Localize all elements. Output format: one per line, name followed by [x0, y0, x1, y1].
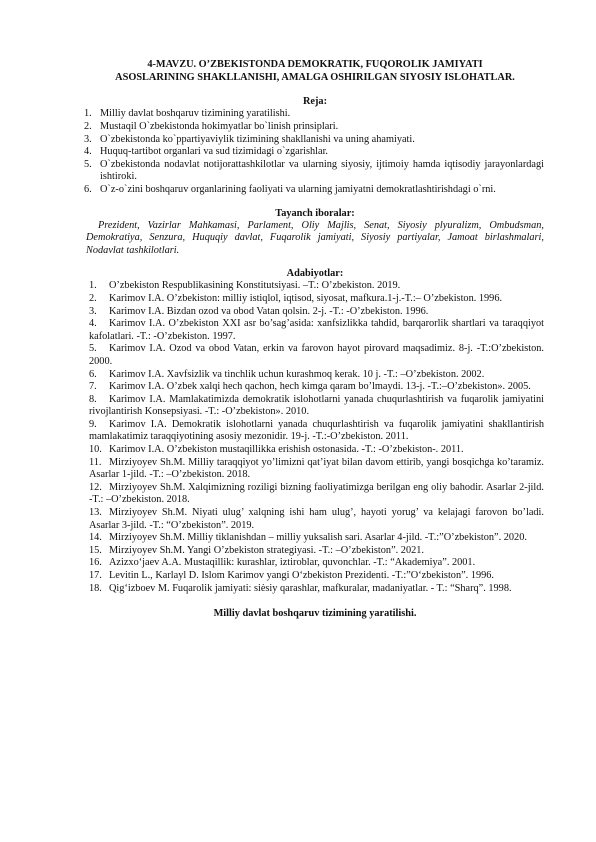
plan-item-number: 5.: [84, 158, 92, 170]
plan-list: [86, 108, 544, 196]
reference-item-number: 5.: [89, 343, 97, 355]
reference-item-text: Karimov I.A. Demokratik islohotlarni yanada chuqurlashtirish va fuqarolik jamiyatini shakllantirish mamlakatimiz taraqqiyotining asosiy mezonidir. 19-j. -T.:-O’zbekiston. 2011.: [89, 418, 544, 443]
terms-heading: Tayanch iboralar:: [275, 207, 355, 219]
reference-item-text: Karimov I.A. O’zbekiston XXI asr bo’sag’asida: xanfsizlikka tahdid, barqarorlik shartlari va taraqqiyot kafolatlari. -T.: -O’zbekiston. 1997.: [89, 318, 544, 342]
reference-item-text: Qig‘izboev M. Fuqarolik jamiyati: siėsiy qarashlar, mafkuralar, madaniyatlar. - T.: “Sharq”. 1998.: [109, 582, 512, 594]
reference-item-number: 3.: [89, 305, 97, 317]
reference-item: [86, 507, 544, 532]
reference-item-number: 8.: [89, 393, 97, 405]
plan-item-number: 3.: [84, 133, 92, 145]
title-line-1: 4-MAVZU. O’ZBEKISTONDA DEMOKRATIK, FUQOROLIK JAMIYATI: [147, 59, 483, 70]
plan-item-number: 6.: [84, 183, 92, 195]
reference-item-number: 7.: [89, 381, 97, 393]
reference-item: [86, 318, 544, 343]
document-title: [86, 58, 544, 84]
plan-item: [86, 108, 544, 121]
reference-item: [86, 306, 544, 319]
reference-item-text: Mirziyoyev Sh.M. Milliy tiklanishdan – milliy yuksalish sari. Asarlar 4-jild. -T.:”O’zbekiston”. 2020.: [109, 532, 527, 544]
reference-item-number: 6.: [89, 368, 97, 380]
reference-item-text: Karimov I.A. Xavfsizlik va tinchlik uchun kurashmoq kerak. 10 j. -T.: –O’zbekiston. 2002.: [109, 368, 485, 380]
reference-item: [86, 343, 544, 368]
reference-item-number: 12.: [89, 481, 102, 493]
reference-item: [86, 557, 544, 570]
reference-item-number: 15.: [89, 544, 102, 556]
reference-item: [86, 419, 544, 444]
reference-item-text: Karimov I.A. O’zbekiston: milliy istiqlol, iqtisod, siyosat, mafkura.1-j.-T.:– O’zbekiston. 1996.: [109, 292, 503, 304]
plan-item-text: Milliy davlat boshqaruv tizimining yaratilishi.: [100, 108, 291, 120]
reference-item: [86, 457, 544, 482]
reference-item: [86, 532, 544, 545]
reference-item: [86, 545, 544, 558]
plan-item-text: O`zbekistonda ko`ppartiyaviylik tizimining shakllanishi va uning ahamiyati.: [100, 133, 415, 145]
reference-item-text: O’zbekiston Respublikasining Konstitutsiyasi. –T.: O’zbekiston. 2019.: [109, 280, 401, 292]
reference-item-text: Karimov I.A. O’zbek xalqi hech qachon, hech kimga qaram bo’lmaydi. 13-j. -T.:–O’zbekiston». 2005.: [109, 381, 531, 393]
reference-item: [86, 280, 544, 293]
reference-item: [86, 394, 544, 419]
title-line-2: ASOSLARINING SHAKLLANISHI, AMALGA OSHIRILGAN SIYOSIY ISLOHATLAR.: [115, 72, 515, 84]
reference-item-text: Mirziyoyev Sh.M. Milliy taraqqiyot yo’limizni qat’iyat bilan davom ettirib, yangi bosqichga ko’taramiz. Asarlar 1-jild. -T.: –O’zbekiston. 2018.: [89, 456, 544, 481]
reference-item-number: 18.: [89, 582, 102, 594]
reference-item: [86, 482, 544, 507]
reference-item: [86, 369, 544, 382]
plan-item: [86, 134, 544, 147]
reference-item-text: Levitin L., Karlayl D. Islom Karimov yangi O‘zbekiston Prezidenti. -T.:”O‘zbekiston”. 1996.: [109, 570, 494, 581]
reference-item-text: Mirziyoyev Sh.M. Yangi O’zbekiston strategiyasi. -T.: –O’zbekiston”. 2021.: [109, 544, 424, 556]
reference-item: [86, 444, 544, 457]
reference-item: [86, 570, 544, 583]
plan-item: [86, 184, 544, 197]
plan-item-number: 4.: [84, 146, 92, 158]
reference-item: [86, 293, 544, 306]
reference-item-text: Mirziyoyev Sh.M. Xalqimizning roziligi bizning faoliyatimizga berilgan eng oliy bahodir. Asarlar 2-jild. -T.: –O’zbekiston. 2018.: [89, 481, 544, 506]
reference-item-number: 1.: [89, 280, 97, 292]
reference-item-number: 13.: [89, 507, 102, 519]
reference-item-text: Karimov I.A. O’zbekiston mustaqillikka erishish ostonasida. -T.: -O’zbekiston-. 2011.: [109, 444, 464, 456]
reference-item-text: Karimov I.A. Ozod va obod Vatan, erkin va farovon hayot pirovard maqsadimiz. 8-j. -T.:O’zbekiston. 2000.: [89, 343, 544, 367]
section-heading: Milliy davlat boshqaruv tizimining yaratilishi.: [213, 608, 417, 620]
reference-item-number: 10.: [89, 444, 102, 456]
reference-item-number: 2.: [89, 292, 97, 304]
reference-item-number: 11.: [89, 456, 102, 468]
plan-item: [86, 159, 544, 184]
plan-item-text: Huquq-tartibot organlari va sud tizimidagi o`zgarishlar.: [100, 146, 328, 158]
reference-item-text: Mirziyoyev Sh.M. Niyati ulug’ xalqning ishi ham ulug’, hayoti yorug’ va kelajagi farovon bo’ladi. Asarlar 3-jild. -T.: “O’zbekiston”. 2019.: [89, 507, 544, 531]
reference-item-number: 4.: [89, 318, 97, 330]
plan-item-text: O`zbekistonda nodavlat notijorattashkilotlar va ularning siyosiy, ijtimoiy hamda iqtisodiy jarayonlardagi ishtiroki.: [100, 158, 544, 183]
reference-item-text: Karimov I.A. Bizdan ozod va obod Vatan qolsin. 2-j. -T.: -O’zbekiston. 1996.: [109, 305, 429, 317]
plan-heading: Reja:: [302, 96, 327, 108]
plan-item: [86, 146, 544, 159]
plan-item: [86, 121, 544, 134]
references-heading: Adabiyotlar:: [286, 268, 344, 280]
reference-item-text: Azizxo‘jaev A.A. Mustaqillik: kurashlar, iztiroblar, quvonchlar. -T.: “Akademiya”. 2001.: [109, 557, 476, 569]
plan-item-text: O`z-o`zini boshqaruv organlarining faoliyati va ularning jamiyatni demokratlashtirishdagi o`rni.: [100, 183, 496, 195]
reference-item: [86, 583, 544, 596]
reference-item-number: 9.: [89, 418, 97, 430]
references-list: [86, 280, 544, 595]
reference-item: [86, 381, 544, 394]
reference-item-text: Karimov I.A. Mamlakatimizda demokratik islohotlarni yanada chuqurlashtirish va fuqarolik jamiyatini rivojlantirish Konsepsiyasi. -T.: -O’zbekiston». 2010.: [89, 393, 544, 418]
terms-text: Prezident, Vazirlar Mahkamasi, Parlament, Oliy Majlis, Senat, Siyosiy plyuralizm, Ombudsman, Demokratiya, Senzura, Huquqiy davlat, Fuqarolik jamiyati, Siyosiy partiyalar, Jamoat birlashmalari, Nodavlat tashkilotlari.: [86, 219, 544, 256]
plan-item-number: 1.: [84, 108, 92, 120]
reference-item-number: 14.: [89, 532, 102, 544]
reference-item-number: 17.: [89, 570, 102, 581]
plan-item-number: 2.: [84, 121, 92, 132]
reference-item-number: 16.: [89, 557, 102, 569]
plan-item-text: Mustaqil O`zbekistonda hokimyatlar bo`linish prinsiplari.: [100, 121, 339, 132]
